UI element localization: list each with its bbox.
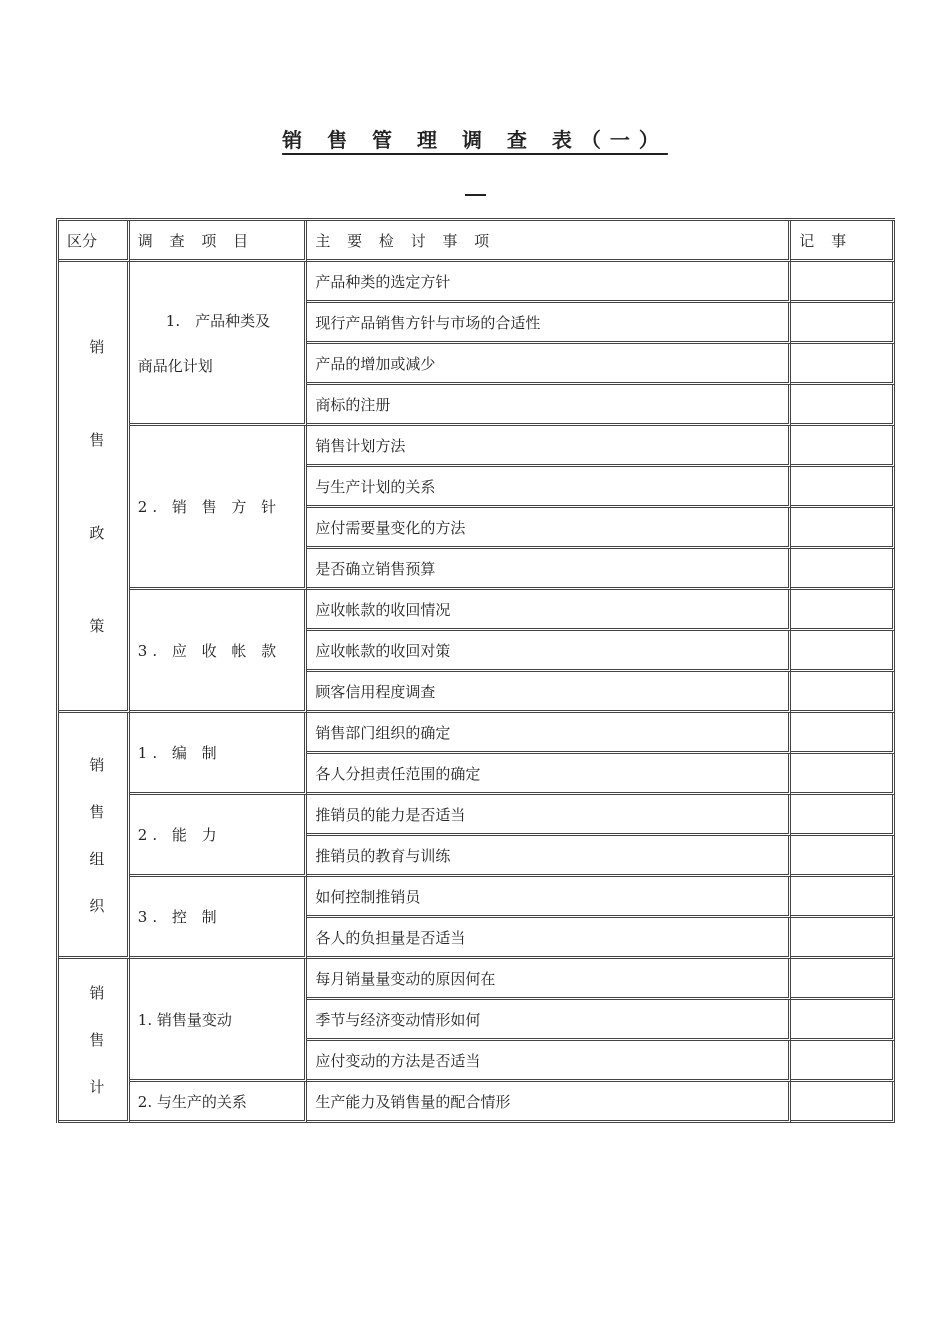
table-row bbox=[59, 959, 895, 1000]
check-cell: 应付需要量变化的方法 bbox=[307, 508, 791, 549]
note-cell[interactable] bbox=[791, 262, 895, 303]
check-cell: 顾客信用程度调查 bbox=[307, 672, 791, 713]
header-zone: 区分 bbox=[59, 221, 130, 262]
table-row bbox=[59, 590, 895, 631]
zone-char: 政 bbox=[89, 524, 105, 542]
item-cell: 3. 控 制 bbox=[130, 877, 308, 959]
header-item: 调 查 项 目 bbox=[130, 221, 308, 262]
item-cell: 2. 销 售 方 针 bbox=[130, 426, 308, 590]
check-cell: 推销员的能力是否适当 bbox=[307, 795, 791, 836]
note-cell[interactable] bbox=[791, 713, 895, 754]
note-cell[interactable] bbox=[791, 344, 895, 385]
survey-table bbox=[56, 218, 895, 1123]
check-cell: 应付变动的方法是否适当 bbox=[307, 1041, 791, 1082]
zone-char: 销 bbox=[89, 755, 105, 774]
note-cell[interactable] bbox=[791, 385, 895, 426]
zone-char: 织 bbox=[89, 896, 105, 915]
header-note: 记 事 bbox=[791, 221, 895, 262]
table-row bbox=[59, 262, 895, 303]
note-cell[interactable] bbox=[791, 672, 895, 713]
note-cell[interactable] bbox=[791, 795, 895, 836]
table-row bbox=[59, 713, 895, 754]
check-cell: 是否确立销售预算 bbox=[307, 549, 791, 590]
note-cell[interactable] bbox=[791, 836, 895, 877]
item-line: 1. 产品种类及 bbox=[165, 311, 271, 330]
note-cell[interactable] bbox=[791, 426, 895, 467]
zone-char: 销 bbox=[89, 984, 105, 1002]
zone-char: 策 bbox=[89, 617, 105, 635]
zone-char: 计 bbox=[89, 1078, 105, 1096]
check-cell: 产品的增加或减少 bbox=[307, 344, 791, 385]
note-cell[interactable] bbox=[791, 590, 895, 631]
check-cell: 销售计划方法 bbox=[307, 426, 791, 467]
note-cell[interactable] bbox=[791, 549, 895, 590]
table-row bbox=[59, 795, 895, 836]
item-cell: 2. 能 力 bbox=[130, 795, 308, 877]
item-line: 商品化计划 bbox=[137, 356, 213, 375]
check-cell: 商标的注册 bbox=[307, 385, 791, 426]
note-cell[interactable] bbox=[791, 918, 895, 959]
zone-char: 售 bbox=[89, 431, 105, 449]
check-cell: 如何控制推销员 bbox=[307, 877, 791, 918]
note-cell[interactable] bbox=[791, 1041, 895, 1082]
check-cell: 应收帐款的收回对策 bbox=[307, 631, 791, 672]
check-cell: 推销员的教育与训练 bbox=[307, 836, 791, 877]
note-cell[interactable] bbox=[791, 467, 895, 508]
check-cell: 各人的负担量是否适当 bbox=[307, 918, 791, 959]
item-cell: 2. 与生产的关系 bbox=[130, 1082, 308, 1123]
zone-char: 售 bbox=[89, 802, 105, 821]
zone-cell bbox=[59, 713, 130, 959]
item-cell: 3. 应 收 帐 款 bbox=[130, 590, 308, 713]
note-cell[interactable] bbox=[791, 631, 895, 672]
check-cell: 各人分担责任范围的确定 bbox=[307, 754, 791, 795]
title-dash bbox=[465, 194, 486, 196]
table-row bbox=[59, 426, 895, 467]
check-cell: 每月销量量变动的原因何在 bbox=[307, 959, 791, 1000]
table-row bbox=[59, 877, 895, 918]
item-cell: 1. 销售量变动 bbox=[130, 959, 308, 1082]
zone-char: 售 bbox=[89, 1031, 105, 1049]
note-cell[interactable] bbox=[791, 754, 895, 795]
zone-char: 销 bbox=[89, 338, 105, 356]
table-row bbox=[59, 1082, 895, 1123]
check-cell: 产品种类的选定方针 bbox=[307, 262, 791, 303]
note-cell[interactable] bbox=[791, 959, 895, 1000]
check-cell: 销售部门组织的确定 bbox=[307, 713, 791, 754]
header-row bbox=[59, 221, 895, 262]
document-title: 销 售 管 理 调 查 表（一） bbox=[282, 128, 668, 152]
note-cell[interactable] bbox=[791, 877, 895, 918]
item-cell bbox=[130, 262, 308, 426]
note-cell[interactable] bbox=[791, 508, 895, 549]
zone-cell bbox=[59, 959, 130, 1123]
check-cell: 生产能力及销售量的配合情形 bbox=[307, 1082, 791, 1123]
check-cell: 现行产品销售方针与市场的合适性 bbox=[307, 303, 791, 344]
note-cell[interactable] bbox=[791, 1082, 895, 1123]
check-cell: 季节与经济变动情形如何 bbox=[307, 1000, 791, 1041]
note-cell[interactable] bbox=[791, 303, 895, 344]
zone-char: 组 bbox=[89, 849, 105, 868]
zone-cell bbox=[59, 262, 130, 713]
check-cell: 应收帐款的收回情况 bbox=[307, 590, 791, 631]
note-cell[interactable] bbox=[791, 1000, 895, 1041]
check-cell: 与生产计划的关系 bbox=[307, 467, 791, 508]
item-cell: 1. 编 制 bbox=[130, 713, 308, 795]
header-check: 主 要 检 讨 事 项 bbox=[307, 221, 791, 262]
